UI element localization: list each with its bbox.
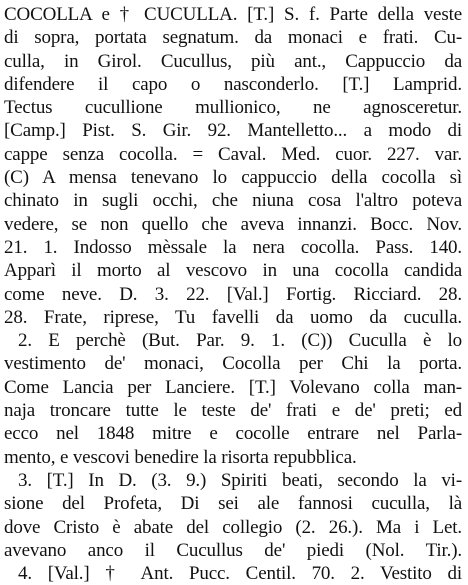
entry-line-8: (C) A mensa tenevano lo cappuccio della cocolla sì (4, 167, 462, 189)
entry-line-4: difendere il capo o nasconderlo. [T.] Lamprid. (4, 73, 462, 95)
entry-line-18: naja troncare tutte le teste de' frati e de' preti; ed (4, 400, 462, 422)
entry-line-20: mento, e vescovi benedire la risorta repubblica. (4, 446, 357, 468)
entry-line-21: 3. [T.] In D. (3. 9.) Spiriti beati, secondo la vi- (18, 469, 462, 491)
entry-line-7: cappe senza cocolla. = Caval. Med. cuor. 227. var. (4, 143, 462, 165)
entry-line-24: avevano anco il Cucullus de' piedi (Nol. Tir.). (4, 539, 462, 561)
entry-line-16: vestimento de' monaci, Cocolla per Chi la porta. (4, 353, 462, 375)
entry-line-25: 4. [Val.] † Ant. Pucc. Centil. 70. 2. Vestito di (18, 563, 462, 585)
entry-line-5: Tectus cucullione mullionico, ne agnosceretur. (4, 97, 462, 119)
entry-line-1: COCOLLA e † CUCULLA. [T.] S. f. Parte della veste (4, 4, 462, 25)
entry-line-14: 28. Frate, riprese, Tu favelli da uomo da cuculla. (4, 306, 462, 328)
entry-line-10: vedere, se non quello che aveva innanzi. Bocc. Nov. (4, 213, 462, 235)
entry-line-9: chinato in sugli occhi, che niuna cosa l'altro poteva (4, 190, 462, 212)
entry-line-15: 2. E perchè (But. Par. 9. 1. (C)) Cuculla è lo (18, 330, 462, 352)
entry-line-12: Apparì il morto al vescovo in una cocolla candida (4, 260, 462, 282)
entry-line-17: Come Lancia per Lanciere. [T.] Volevano colla man- (4, 376, 462, 398)
entry-line-23: dove Cristo è abate del collegio (2. 26.). Ma i Let. (4, 516, 462, 538)
entry-line-22: sione del Profeta, Di sei ale fannosi cuculla, là (4, 493, 462, 515)
entry-line-19: ecco nel 1848 mitre e cocolle entrare nel Parla- (4, 423, 462, 445)
entry-line-3: culla, in Girol. Cucullus, più ant., Cappuccio da (4, 50, 462, 72)
entry-line-2: di sopra, portata segnatum. da monaci e frati. Cu- (4, 27, 462, 49)
entry-line-13: come neve. D. 3. 22. [Val.] Fortig. Ricciard. 28. (4, 283, 462, 305)
entry-line-11: 21. 1. Indosso mèssale la nera cocolla. Pass. 140. (4, 236, 462, 258)
entry-line-6: [Camp.] Pist. S. Gir. 92. Mantelletto... a modo di (4, 120, 462, 142)
